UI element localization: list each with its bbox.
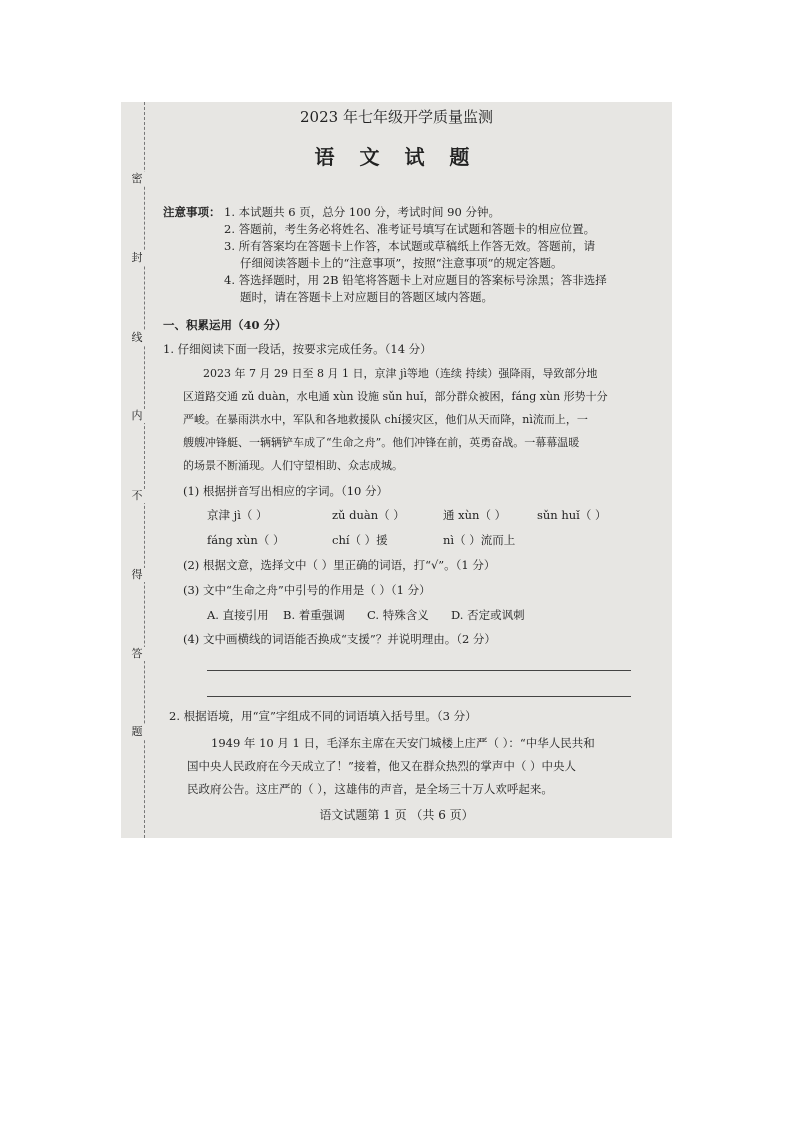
- passage-line: 的场景不断涌现。人们守望相助、众志成城。: [183, 459, 403, 472]
- question-stem: 2. 根据语境，用“宣”字组成不同的词语填入括号里。（3 分）: [169, 709, 477, 723]
- binding-char: 内: [129, 409, 145, 423]
- binding-char: 答: [129, 647, 145, 661]
- notice-item: 3. 所有答案均在答题卡上作答，本试题或草稿纸上作答无效。答题前，请: [224, 239, 596, 253]
- notice-item: 4. 答选择题时，用 2B 铅笔将答题卡上对应题目的答案标号涂黑；答非选择: [224, 273, 607, 287]
- exam-title: 2023 年七年级开学质量监测: [300, 108, 493, 126]
- binding-char: 题: [129, 725, 145, 739]
- passage-line: 严峻。在暴雨洪水中，军队和各地救援队 chí援灾区，他们从天而降，nì流而上，一: [183, 413, 588, 426]
- pinyin-blank: 通 xùn（ ）: [443, 508, 507, 522]
- section-heading: 一、积累运用（40 分）: [163, 318, 287, 332]
- exam-page-photo: [121, 102, 672, 838]
- passage-line: 1949 年 10 月 1 日，毛泽东主席在天安门城楼上庄严（ ）：“中华人民共和: [211, 736, 595, 750]
- pinyin-blank: nì（ ）流而上: [443, 533, 516, 547]
- passage-line: 2023 年 7 月 29 日至 8 月 1 日，京津 jì等地（连续 持续）强降雨，导致部分地: [203, 367, 598, 380]
- exam-content: [121, 102, 672, 838]
- sub-question: (3) 文中“生命之舟”中引号的作用是（ ）（1 分）: [183, 583, 431, 597]
- passage-line: 民政府公告。这庄严的（ ），这雄伟的声音，是全场三十万人欢呼起来。: [187, 782, 553, 796]
- question-stem: 1. 仔细阅读下面一段话，按要求完成任务。（14 分）: [163, 342, 432, 356]
- notice-item: 题时，请在答题卡上对应题目的答题区域内答题。: [240, 290, 493, 304]
- binding-char: 不: [129, 489, 145, 503]
- passage-line: 国中央人民政府在今天成立了！”接着，他又在群众热烈的掌声中（ ）中央人: [187, 759, 577, 773]
- sub-question: (1) 根据拼音写出相应的字词。（10 分）: [183, 484, 388, 498]
- pinyin-blank: zǔ duàn（ ）: [332, 508, 405, 522]
- notice-label: 注意事项：: [163, 205, 221, 219]
- notice-item: 仔细阅读答题卡上的“注意事项”，按照“注意事项”的规定答题。: [240, 256, 563, 270]
- pinyin-blank: 京津 jì（ ）: [207, 508, 268, 522]
- notice-item: 1. 本试题共 6 页，总分 100 分，考试时间 90 分钟。: [224, 205, 500, 219]
- passage-line: 艘艘冲锋艇、一辆辆铲车成了“生命之舟”。他们冲锋在前，英勇奋战。一幕幕温暖: [183, 436, 580, 449]
- answer-line: [207, 696, 631, 697]
- choice-option: C. 特殊含义: [367, 608, 429, 622]
- pinyin-blank: sǔn huǐ（ ）: [537, 508, 607, 522]
- choice-option: A. 直接引用: [207, 608, 269, 622]
- sub-question: (4) 文中画横线的词语能否换成“支援”？并说明理由。（2 分）: [183, 632, 496, 646]
- pinyin-blank: chí（ ）援: [332, 533, 388, 547]
- binding-char: 密: [129, 172, 145, 186]
- passage-line: 区道路交通 zǔ duàn，水电通 xùn 设施 sǔn huǐ，部分群众被困，fáng xùn 形势十分: [183, 390, 608, 403]
- choice-option: B. 着重强调: [283, 608, 345, 622]
- binding-char: 得: [129, 568, 145, 582]
- page-footer: 语文试题第 1 页 （共 6 页）: [319, 808, 474, 822]
- notice-item: 2. 答题前，考生务必将姓名、准考证号填写在试题和答题卡的相应位置。: [224, 222, 596, 236]
- subject-title: 语 文 试 题: [314, 145, 479, 169]
- binding-char: 封: [129, 251, 145, 265]
- sub-question: (2) 根据文意，选择文中（ ）里正确的词语，打“√”。（1 分）: [183, 558, 496, 572]
- choice-option: D. 否定或讽刺: [451, 608, 525, 622]
- pinyin-blank: fáng xùn（ ）: [207, 533, 285, 547]
- binding-char: 线: [129, 331, 145, 345]
- answer-line: [207, 670, 631, 671]
